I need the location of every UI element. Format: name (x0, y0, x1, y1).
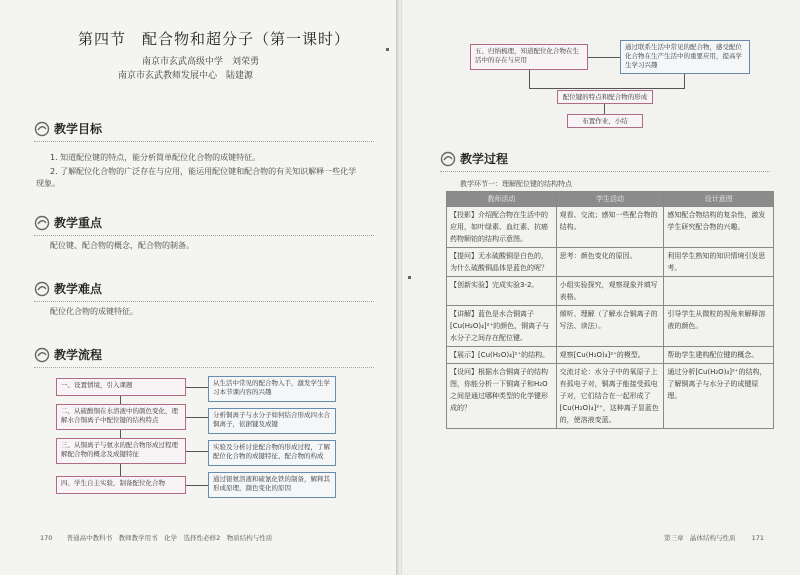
teacher-cell: 【提问】无水硫酸铜是白色的，为什么硫酸铜晶体是蓝色的呢？ (447, 248, 557, 277)
teacher-cell: 【设问】根据水合铜离子的结构图，你能分析一下铜离子和H₂O之间是通过哪种类型的化学键形成的？ (447, 364, 557, 429)
difficulties-heading: 教学难点 (54, 282, 103, 296)
column-header: 学生活动 (556, 192, 664, 207)
section-swirl-icon (440, 151, 456, 167)
section-swirl-icon (34, 281, 50, 297)
margin-mark (408, 276, 411, 279)
footer-right (664, 533, 764, 542)
student-cell: 小组实验探究，观察现象并填写表格。 (556, 277, 664, 306)
column-header: 设计意图 (664, 192, 774, 207)
flow-note-3: 实验及分析讨论配合物的形成过程，了解配位化合物的成键特征、配合物的构成 (208, 440, 336, 466)
flow-link (529, 88, 619, 89)
section-divider (34, 367, 374, 368)
flow-link (618, 88, 685, 89)
intent-cell: 感知配合物结构的复杂性，激发学生研究配合物的兴趣。 (664, 207, 774, 248)
table-row (447, 347, 774, 364)
footer-chapter: 第三章 晶体结构与性质 (664, 534, 736, 542)
teacher-cell: 【展示】[Cu(H₂O)₄]²⁺的结构。 (447, 347, 557, 364)
flow-note-2: 分析铜离子与水分子如何结合形成四水合铜离子，依据键及成键 (208, 408, 336, 434)
section-title: 第四节 配合物和超分子（第一课时） (78, 30, 351, 48)
section-swirl-icon (34, 347, 50, 363)
section-divider (34, 235, 374, 236)
flow-heading: 教学流程 (54, 348, 103, 362)
flow-box-1: 一、设置情境，引入课题 (56, 378, 186, 396)
author-line-2: 南京市玄武教师发展中心 陆建源 (118, 71, 254, 81)
section-swirl-icon (34, 121, 50, 137)
student-cell: 倾听、理解（了解水合铜离子的写法、读法）。 (556, 306, 664, 347)
flow-note-4: 通过银氨溶液和硫氰化铁的制备，解释其形成原理，颜色变化的原因 (208, 472, 336, 498)
table-row (447, 248, 774, 277)
section-divider (34, 301, 374, 302)
flow-arrow (120, 464, 121, 476)
flow-box-3: 三、从铜离子与氨水的配合物形成过程理解配合物的概念及成键特征 (56, 438, 186, 464)
flow-link (186, 451, 208, 452)
flow-box-4: 四、学生自主实验，制备配位化合物 (56, 476, 186, 494)
key-points-heading: 教学重点 (54, 216, 103, 230)
process-heading: 教学过程 (460, 152, 509, 166)
flow-arrow (604, 104, 605, 114)
difficulties-text: 配位化合物的成键特征。 (50, 307, 138, 316)
flow-arrow (120, 430, 121, 438)
right-page (402, 0, 800, 575)
student-cell: 观看、交流；感知一些配合物的结构。 (556, 207, 664, 248)
table-row (447, 207, 774, 248)
footer-left (40, 533, 272, 542)
flow-box-2: 二、从硫酸铜在水溶液中的颜色变化，理解水合铜离子中配位键的结构特点 (56, 404, 186, 430)
intent-cell (664, 277, 774, 306)
student-cell: 交流讨论：水分子中的氧原子上有孤电子对，铜离子能接受孤电子对，它们结合在一起形成了[Cu(H₂O)₄]²⁺，这种离子显蓝色的，使溶液变蓝。 (556, 364, 664, 429)
flow-link (186, 485, 208, 486)
stage-label: 教学环节一：理解配位键的结构特点 (460, 180, 572, 188)
section-divider (34, 141, 374, 142)
flow-box-6: 配位键的特点和配合物的形成 (557, 90, 653, 104)
page-number: 171 (751, 534, 765, 542)
flow-link (186, 417, 208, 418)
goals-item-2: 2. 了解配位化合物的广泛存在与应用，能运用配位键和配合物的有关知识解释一些化学 (50, 167, 357, 176)
intent-cell: 利用学生熟知的知识情境引发思考。 (664, 248, 774, 277)
student-cell: 观察[Cu(H₂O)₄]²⁺的模型。 (556, 347, 664, 364)
table-header-row (447, 192, 774, 207)
table-row (447, 306, 774, 347)
flow-box-7: 布置作业，小结 (567, 114, 643, 128)
left-page (0, 0, 398, 575)
flow-arrow (120, 396, 121, 404)
teacher-cell: 【创新实验】完成实验3-2。 (447, 277, 557, 306)
student-cell: 思考：颜色变化的原因。 (556, 248, 664, 277)
goals-item-1: 1. 知道配位键的特点，能分析简单配位化合物的成键特征。 (50, 153, 261, 162)
goals-item-2-cont: 现象。 (36, 179, 60, 188)
section-divider (440, 171, 770, 172)
process-table (446, 191, 774, 429)
column-header: 教师活动 (447, 192, 557, 207)
flow-box-5: 五、归纳梳理，知道配位化合物在生活中的存在与应用 (470, 44, 588, 70)
margin-mark (386, 48, 389, 51)
flow-note-1: 从生活中常见的配合物入手，激发学生学习本节课内容的兴趣 (208, 376, 336, 402)
flow-note-5: 通过联系生活中常见的配合物，感受配位化合物在生产生活中的重要应用，提高学生学习兴趣 (620, 40, 750, 74)
key-points-text: 配位键、配合物的概念，配合物的制备。 (50, 241, 194, 250)
author-line-1: 南京市玄武高级中学 刘荣勇 (142, 57, 260, 67)
intent-cell: 引导学生从微粒的视角来解释溶液的颜色。 (664, 306, 774, 347)
intent-cell: 帮助学生建构配位键的概念。 (664, 347, 774, 364)
teacher-cell: 【讲解】蓝色是水合铜离子[Cu(H₂O)₄]²⁺的颜色，铜离子与水分子之间存在配位键。 (447, 306, 557, 347)
table-row (447, 277, 774, 306)
section-swirl-icon (34, 215, 50, 231)
flow-link (186, 387, 208, 388)
flow-arrow (684, 74, 685, 88)
goals-heading: 教学目标 (54, 122, 103, 136)
flow-arrow (529, 70, 530, 88)
footer-book-title: 普通高中教科书 教师教学用书 化学 选择性必修2 物质结构与性质 (66, 534, 273, 542)
flow-link (588, 57, 620, 58)
page-number: 170 (40, 534, 53, 542)
table-row (447, 364, 774, 429)
intent-cell: 通过分析[Cu(H₂O)₄]²⁺的结构，了解铜离子与水分子的成键原理。 (664, 364, 774, 429)
teacher-cell: 【投影】介绍配合物在生活中的应用，如叶绿素、血红素、抗癌药物顺铂的结构示意图。 (447, 207, 557, 248)
